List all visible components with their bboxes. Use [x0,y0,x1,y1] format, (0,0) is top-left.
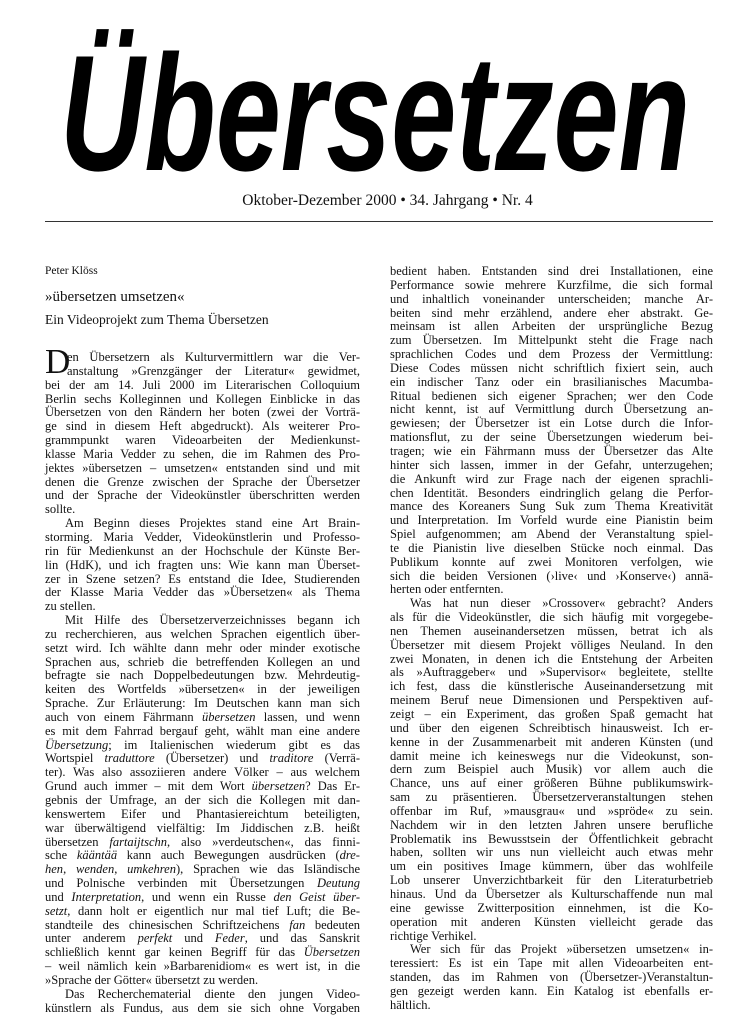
italic-run: wenden [76,862,115,877]
italic-run: setzt [45,903,68,918]
text-line [45,711,360,725]
text-line [390,583,713,597]
text-run: ? Das Er- [305,779,361,794]
text-line [45,808,360,822]
paragraph [390,943,713,1012]
text-line [45,448,360,462]
text-line [390,417,713,431]
text-line [390,307,713,321]
text-run: , also »verdeutschen«, das finni- [167,834,360,849]
text-run: beiten sind mehr erzählend, andere eher abstrakt. Ge- [390,305,713,320]
text-run: unter anderem [45,931,138,946]
italic-run: Feder [214,931,245,946]
text-line [390,334,713,348]
text-line [45,434,360,448]
text-run: schließlich kennt gar keinen Begriff für das [45,945,304,960]
paragraph [45,614,360,988]
text-line [45,752,360,766]
text-line [390,597,713,611]
text-run: gebnis der Umfrage, an der sich die Kollegen mit dan- [45,793,360,807]
text-run: Am Beginn dieses Projektes stand eine Art Brain- [65,516,360,531]
text-line [390,680,713,694]
italic-run: fan [289,917,306,932]
text-run: und [45,889,72,904]
masthead-logo-text: Übersetzen [60,21,690,185]
article-column-2 [390,265,713,1013]
text-run: mance des Koreaners Sung Suk zum Thema Kreativität [390,499,713,514]
text-run: und über den eigenen Schreibtisch hinausweist. Ich er- [390,720,713,735]
text-run: , [114,862,128,877]
text-line [390,542,713,556]
text-run: ), Sprachen wie das Isländische [175,862,361,877]
text-run: Übersetzen von den Rändern her boten (zwei der Vorträ- [45,405,360,420]
italic-run: perfekt [137,931,173,946]
text-run: Ritual bedienen sich eigener Sprachen; wer den Code [390,388,713,403]
text-line [45,517,360,531]
text-run: operation mit anderen Künsten vielleicht gerade das [390,914,713,929]
text-line [45,420,360,434]
text-run: sche [45,848,77,863]
article-subtitle: Ein Videoprojekt zum Thema Übersetzen [45,312,269,327]
text-run: grammpunkt waren Videoarbeiten der Medienkunst- [45,433,360,448]
text-run: kenne in der Zusammenarbeit mit anderen Künsten (und [390,734,713,749]
text-line [390,763,713,777]
text-run: richtige Verhikel. [390,928,477,943]
text-run: Wortspiel [45,751,105,766]
text-run: Mit Hilfe des Übersetzerverzeichnisses begann ich [65,613,360,628]
header-divider [45,221,713,222]
article-author: Peter Klöss [45,265,98,277]
text-run: Publikum konnte auf zwei Monitoren verfolgen, wie [390,554,713,569]
italic-run: kääntää [76,848,118,863]
italic-run: dre- [339,848,360,863]
text-run: kenswertem Eifer und Phantasiereichtum beteiligten, [45,806,360,821]
text-run: nen Themen auseinandersetzen müssen, betrat ich als [390,623,713,638]
text-run: tragen; wie ein Fährmann muss der Übersetzer das Alte [390,443,713,458]
text-line [45,891,360,905]
text-run: sollte. [45,502,76,517]
text-line [390,348,713,362]
text-run: meinem Beruf neue Dimensionen und Perspektiven auf- [390,693,713,708]
text-run: setzt wird. Ich wählte dann mehr oder minder exotische [45,640,360,655]
text-line [390,916,713,930]
text-run: meinsam ist allen Arbeiten der ursprüngliche Bezug [390,319,713,334]
text-run: auch von einem Fährmann [45,709,202,724]
text-run: Spiel aufgenommen; am Abend der Veranstaltung spiel- [390,527,713,542]
text-run: der Klasse Maria Vedder das »Übersetzen« als Thema [45,585,360,600]
text-run: Wer sich für das Projekt »übersetzen umsetzen« in- [410,942,713,957]
text-line [390,459,713,473]
text-line [45,559,360,573]
text-run: anstaltung »Grenzgänger der Literatur« gewidmet, [67,363,360,378]
text-line [390,874,713,888]
text-line [390,930,713,944]
paragraph [390,597,713,943]
text-run: herten oder entfernten. [390,582,504,597]
text-run: ter). Was also assoziieren andere Völker – aus welchem [45,765,360,780]
text-line [45,822,360,836]
text-run: Nachdem wir in den letzten Jahren unsere berufliche [390,817,713,832]
issue-line: Oktober-Dezember 2000 • 34. Jahrgang • Nr. 4 [242,192,533,209]
italic-run: hen [45,862,64,877]
text-line [390,985,713,999]
text-run: Lob unserer Unverzichtbarkeit für den Literaturbetrieb [390,873,713,888]
text-line [390,750,713,764]
text-run: klasse Maria Vedder zu sehen, die im Rahmen des Pro- [45,446,360,461]
text-run: Grund auch immer – mit dem Wort [45,779,252,794]
text-run: chen Identität. Besonders eindringlich gelang die Perfor- [390,485,713,500]
text-line [390,846,713,860]
text-line [390,570,713,584]
text-run: war überwältigend vielfältig: Im Jiddischen z.B. heißt [45,820,360,835]
text-line [390,293,713,307]
text-run: und [172,931,215,946]
text-run: gewiesen; der Übersetzer ist ein Lotse durch die Infor- [390,416,713,431]
text-line [45,365,360,379]
text-run: befragte sie nach Doppelbedeutungen bzw. Mehrdeutig- [45,668,360,683]
text-line [390,611,713,625]
text-run: zu recherchieren, aus welchen Sprachen eigentlich über- [45,626,360,641]
text-run: storming. Maria Vedder, Videokünstlerin und Professo- [45,529,360,544]
text-line [390,473,713,487]
text-line [45,503,360,517]
text-line [390,625,713,639]
text-line [45,642,360,656]
text-line [45,489,360,503]
text-run: zeigt – ein Experiment, das großen Spaß gemacht hat [390,707,713,721]
text-run: – weil nämlich kein »Barbarenidiom« es wert ist, in die [45,959,360,974]
italic-run: fartaijtschn [109,834,168,849]
text-line [390,279,713,293]
text-run: lin (HdK), und ich fragten uns: Wie kann man Überset- [45,557,360,572]
text-run: , [63,862,77,877]
text-run: ich fest, dass die künstlerische Auseinandersetzung mit [390,679,713,694]
text-run: kann auch Bewegungen ausdrücken ( [117,848,340,863]
text-run: zum Übersetzen. Im Mittelpunkt steht die Frage nach [390,333,713,348]
text-run: (Verrä- [313,751,360,766]
text-line [45,849,360,863]
italic-run: traduttore [104,751,155,766]
text-line [390,736,713,750]
text-run: hältlich. [390,997,431,1012]
text-line [45,614,360,628]
text-run: künstlern als Fundus, aus dem sie sich ohne Vorgaben [45,1000,360,1015]
text-run: Sprachen aus, schrieb die betreffenden Kollegen an und [45,654,360,669]
text-line [45,766,360,780]
text-line [390,694,713,708]
text-line [45,379,360,393]
text-run: bei der am 14. Juli 2000 im Literarischen Colloquium [45,377,360,392]
text-line [45,974,360,988]
text-run: Chance, uns auf einer größeren Bühne publikumswirk- [390,776,713,791]
text-line [45,573,360,587]
italic-run: umkehren [127,862,176,877]
text-run: , und das Sanskrit [244,931,361,946]
text-line [45,600,360,614]
text-run: , dann holt er eigentlich nur mal tief Luft; die Be- [67,903,360,918]
text-line [390,833,713,847]
text-run: Problematik ins Bewusstsein der Öffentlichkeit gebracht [390,831,713,846]
text-line [390,265,713,279]
italic-run: Übersetzung [45,737,109,752]
text-run: als für die Videokünstler, die sich häufig mit vorgegebe- [390,610,713,625]
text-line [390,500,713,514]
masthead-logo [55,10,700,185]
text-run: zwei Monaten, in denen ich die Entstehung der Arbeiten [390,651,713,666]
text-line [45,836,360,850]
text-line [45,656,360,670]
text-line [45,545,360,559]
italic-run: Interpretation [71,889,142,904]
text-line [390,639,713,653]
text-line [45,863,360,877]
text-run: nicht kennt, ist auf Vermittlung durch Übersetzung an- [390,402,713,417]
text-line [45,946,360,960]
text-line [390,320,713,334]
paragraph [45,988,360,1016]
text-run: und der Sprache der Videokünstler überschritten werden [45,488,360,503]
text-run: Übersetzer mit diesem Projekt völliges Neuland. In den [390,637,713,652]
text-run: gen gezeigt werden kann. Ein Katalog ist ebenfalls er- [390,983,713,998]
text-run: rin für Medienkunst an der Hochschule der Künste Ber- [45,543,360,558]
text-run: zer in Szene setzen? Es entstand die Idee, Studierenden [45,571,360,586]
text-run: zu stellen. [45,599,96,614]
text-run: Sprache. Zur Erläuterung: Im Deutschen kann man sich [45,696,360,711]
text-run: denen die Grenze zwischen der Sprache der Übersetzer [45,474,360,489]
text-line [390,722,713,736]
text-line [390,819,713,833]
text-run: Das Recherchematerial diente den jungen Video- [65,986,360,1001]
text-run: lassen, und wenn [255,709,361,724]
text-line [45,780,360,794]
text-run: mationsflut, zu der seine Übersetzungen wiederum bei- [390,430,713,445]
italic-run: übersetzen [251,779,306,794]
paragraph [390,265,713,597]
text-line [390,971,713,985]
italic-run: übersetzen [201,709,256,724]
text-run: eine gewisse Zwitterposition einnehmen, ist die Ko- [390,900,713,915]
text-line [390,957,713,971]
text-line [45,393,360,407]
article-column-1 [45,351,360,1016]
italic-run: traditore [269,751,314,766]
italic-run: Deutung [316,876,360,891]
text-run: Performance sowie mehrere Kurzfilme, die sich formal [390,277,713,292]
text-line [390,653,713,667]
text-line [45,476,360,490]
text-run: und Polnische verbinden mit Übersetzungen [45,876,317,891]
text-run: um ein positives Image kümmern, über das wohlfeile [390,859,713,874]
paragraph [45,351,360,517]
text-line [390,888,713,902]
text-line [390,860,713,874]
paragraph [45,517,360,614]
text-line [45,960,360,974]
text-line [45,794,360,808]
text-line [45,697,360,711]
italic-run: Übersetzen [303,945,360,960]
text-run: en Übersetzern als Kulturvermittlern war die Ver- [67,350,360,364]
text-line [45,462,360,476]
text-run: dern zum Beispiel auch Musik) vor allem auch die [390,762,713,777]
text-run: offenbar im Ruf, »mausgrau« und »spröde« zu sein. [390,803,713,818]
text-run: (Übersetzer) und [154,751,270,766]
text-line [390,666,713,680]
text-run: bedient haben. Entstanden sind drei Installationen, eine [390,264,713,278]
text-run: hinaus. Und da Übersetzer als Kulturschaffende nun mal [390,886,713,901]
text-line [45,586,360,600]
article-title: »übersetzen umsetzen« [45,289,185,305]
text-line [45,905,360,919]
text-line [390,390,713,404]
text-run: Berlin sechs Kolleginnen und Kollegen Einblicke in das [45,391,360,406]
text-run: ein indischer Tanz oder ein brasilianisches Macumba- [390,374,713,389]
text-line [390,487,713,501]
text-run: es mit dem Fahrrad bergauf geht, wählt man eine andere [45,723,360,738]
text-line [45,683,360,697]
text-run: jektes »übersetzen – umsetzen« entstanden sind und mit [45,460,360,475]
text-line [390,528,713,542]
text-run: teressiert: Es ist ein Tape mit allen Videoarbeiten ent- [390,956,713,971]
text-run: ge sind in diesem Heft abgedruckt). Als weiterer Pro- [45,419,360,434]
text-line [390,777,713,791]
text-line [390,999,713,1013]
text-run: , und wenn ein Russe [141,889,274,904]
text-line [45,739,360,753]
text-line [390,943,713,957]
text-line [45,725,360,739]
text-run: standen, das im Rahmen von (Übersetzer-)Veranstaltun- [390,970,713,985]
text-run: die Ankunft wird zur Frage nach der eigenen sprachli- [390,471,713,486]
text-run: sam zu präsentieren. Übersetzerveranstaltungen stehen [390,790,713,805]
text-line [390,376,713,390]
text-run: und inhaltlich voneinander unterscheiden; manche Ar- [390,291,713,306]
text-line [390,514,713,528]
text-run: hinter sich lassen, immer in der Gefahr, unterzugehen; [390,457,713,472]
text-run: übersetzen [45,834,110,849]
text-run: ; im Italienischen wiederum gibt es das [108,737,360,752]
text-run: Was hat nun dieser »Crossover« gebracht? Anders [410,596,713,611]
text-line [390,556,713,570]
text-run: te die Pianistin live dieselben Stücke noch einmal. Das [390,540,713,555]
text-run: standteile des chinesischen Schriftzeichens [45,917,290,932]
text-line [45,531,360,545]
text-line [45,988,360,1002]
text-line [45,406,360,420]
text-run: bedeuten [305,917,361,932]
text-run: damit meine ich keineswegs nur die Videokunst, son- [390,748,713,763]
text-run: keiten des Wortfelds »übersetzen« in der jeweiligen [45,682,360,697]
drop-cap: D [45,342,71,381]
text-line [390,805,713,819]
text-line [390,403,713,417]
text-run: sprachlichen Codes und dem Prozess der Vermittlung: [390,347,713,362]
text-run: Diese Codes müssen nicht schriftlich fixiert sein, auch [390,360,713,375]
text-line [390,902,713,916]
text-run: »Sprache der Götter« übersetzt zu werden. [45,972,259,987]
text-run: und Interpretation. Im Vorfeld wurde eine Pianistin beim [390,513,713,528]
text-line [390,431,713,445]
text-line [390,708,713,722]
text-line [390,791,713,805]
text-line [45,351,360,365]
text-line [45,877,360,891]
italic-run: den Geist über- [273,889,361,904]
text-run: sich die beiden Versionen (›live‹ und ›Konserve‹) annä- [390,568,713,583]
text-run: als »Auftraggeber« und »Supervisor« begleitete, stellte [390,665,713,680]
text-line [45,1002,360,1016]
text-line [45,628,360,642]
text-run: haben, sollten wir uns nun vielleicht auch etwas mehr [390,845,713,860]
text-line [45,919,360,933]
text-line [390,362,713,376]
text-line [45,669,360,683]
text-line [390,445,713,459]
